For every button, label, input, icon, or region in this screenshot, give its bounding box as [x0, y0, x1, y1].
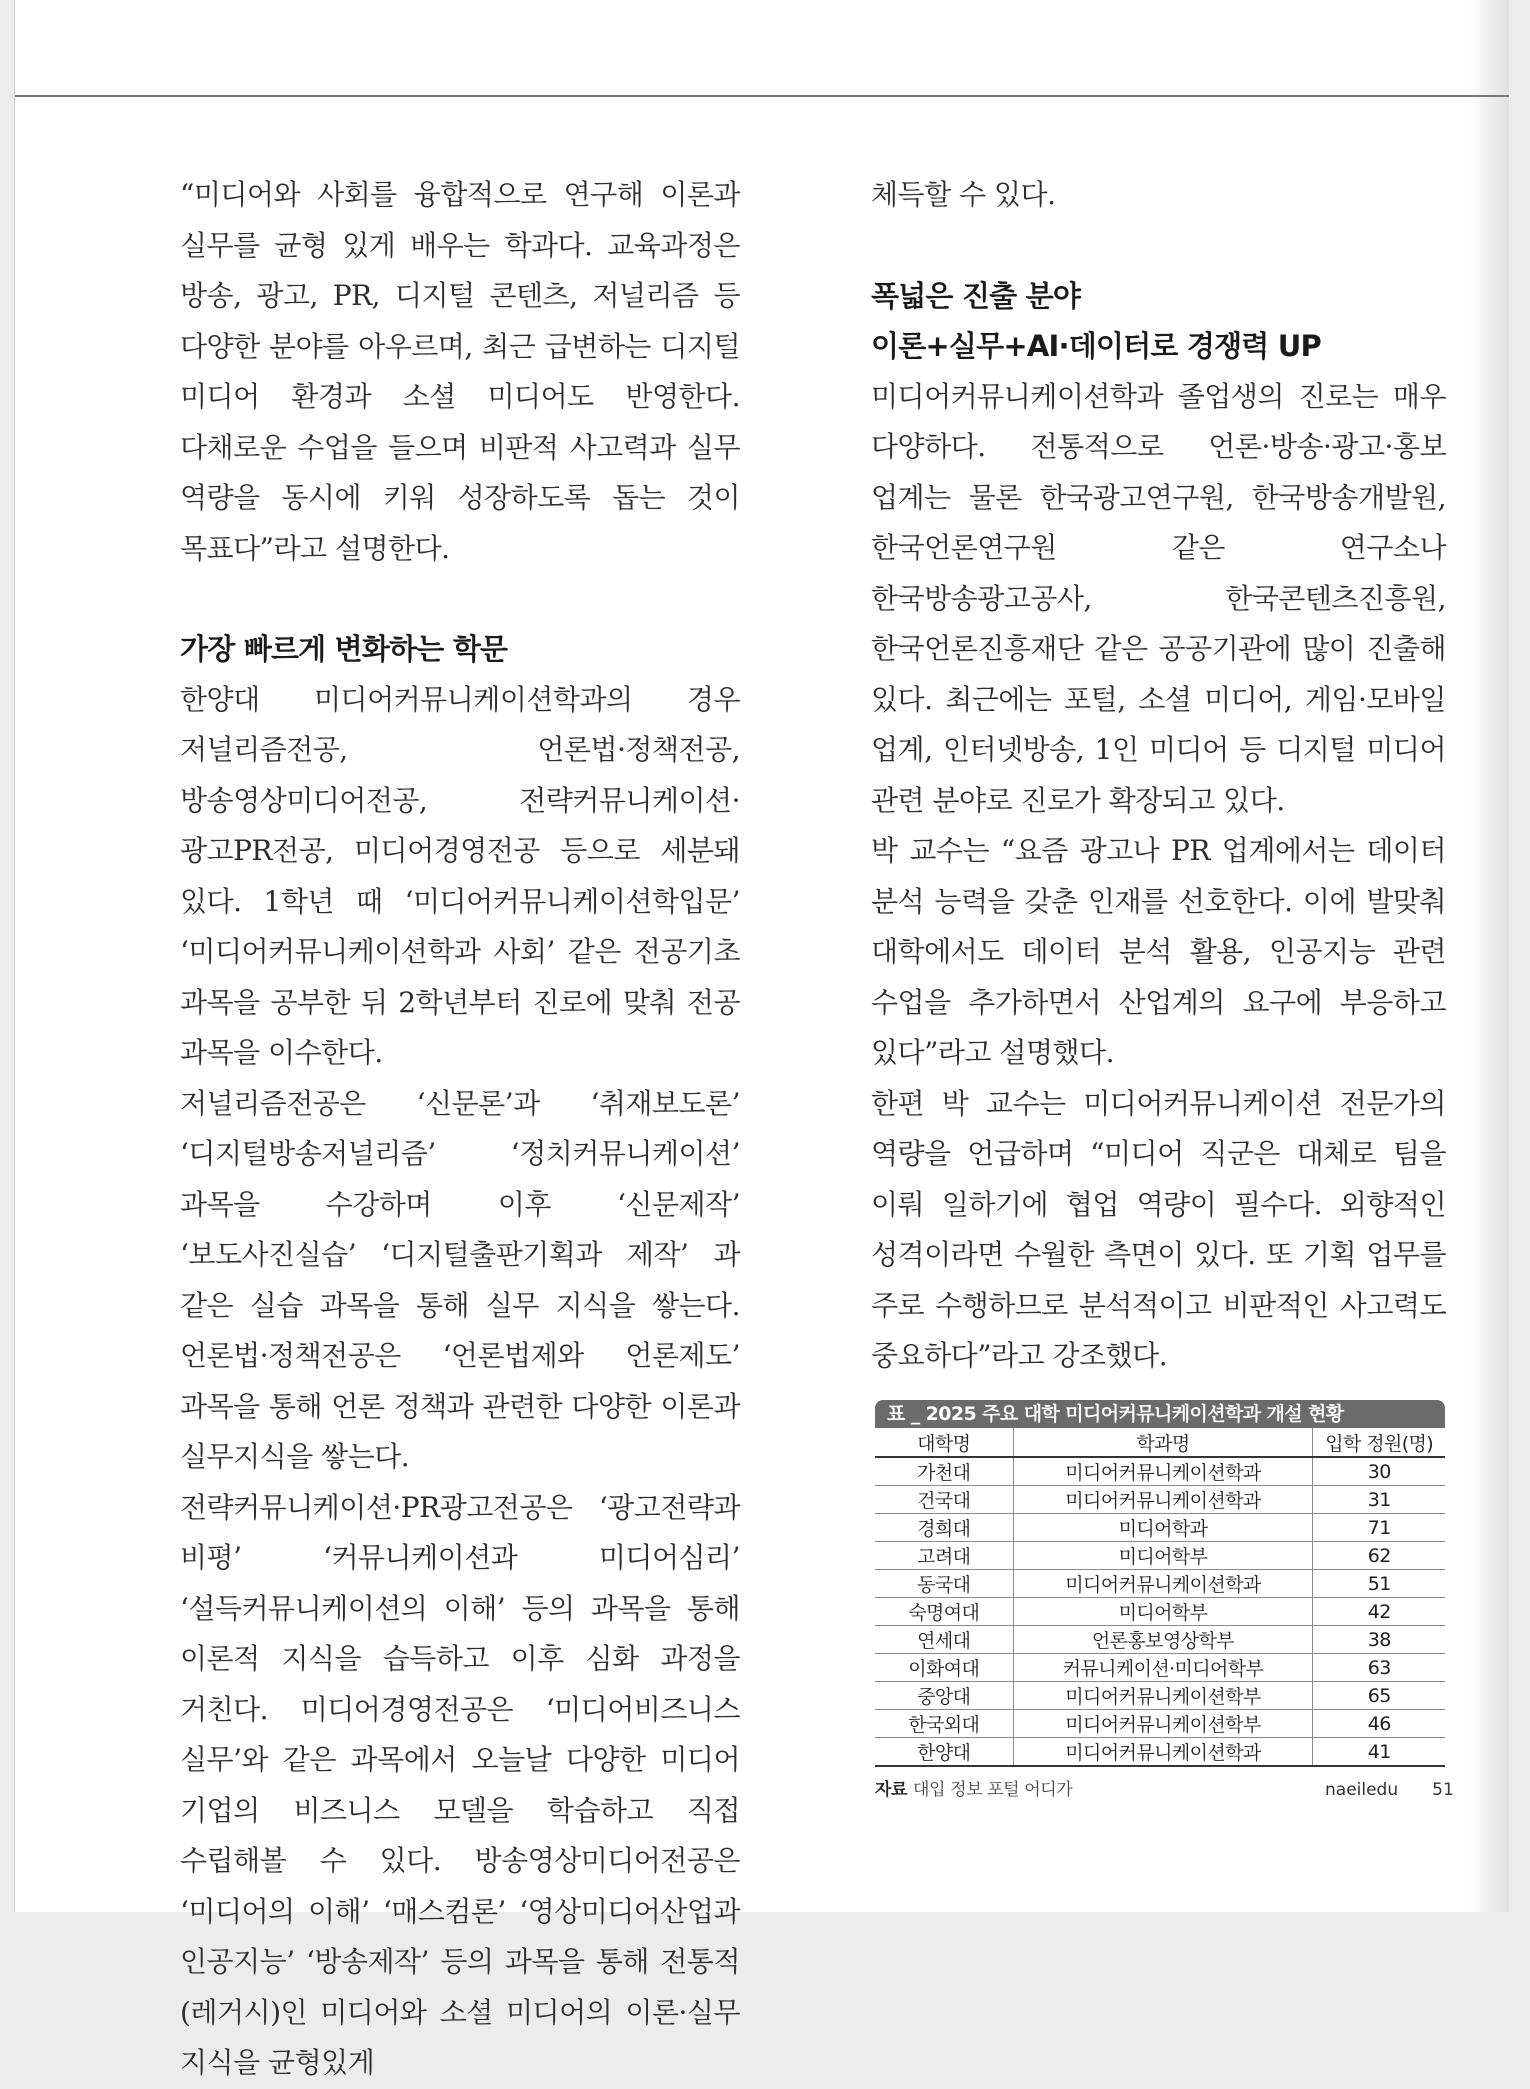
cell-university: 한양대 [875, 1738, 1013, 1767]
section-gap [180, 574, 740, 624]
table-row [875, 1570, 1445, 1598]
paragraph-intro-quote: “미디어와 사회를 융합적으로 연구해 이론과 실무를 균형 있게 배우는 학과다. 교육과정은 방송, 광고, PR, 디지털 콘텐츠, 저널리즘 등 다양한 분야를 아우르며, 최근 급변하는 디지털 미디어 환경과 소셜 미디어도 반영한다. 다채로운 수업을 들으며 비판적 사고력과 실무 역량을 동시에 키워 성장하도록 돕는 것이 목표다”라고 설명한다. [180, 178, 740, 565]
cell-quota: 65 [1313, 1682, 1445, 1710]
table-row [875, 1738, 1445, 1767]
cell-university: 한국외대 [875, 1710, 1013, 1738]
cell-university: 고려대 [875, 1542, 1013, 1570]
cell-university: 동국대 [875, 1570, 1013, 1598]
paragraph-hanyang-majors: 한양대 미디어커뮤니케이션학과의 경우 저널리즘전공, 언론법·정책전공, 방송영상미디어전공, 전략커뮤니케이션·광고PR전공, 미디어경영전공 등으로 세분돼 있다. 1학년 때 ‘미디어커뮤니케이션학입문’ ‘미디어커뮤니케이션학과 사회’ 같은 전공기초 과목을 공부한 뒤 2학년부터 진로에 맞춰 전공 과목을 이수한다. [180, 682, 740, 1069]
magazine-page [14, 0, 1509, 2079]
cell-quota: 31 [1313, 1486, 1445, 1514]
cell-university: 연세대 [875, 1626, 1013, 1654]
paragraph-professor-data-quote: 박 교수는 “요즘 광고나 PR 업계에서는 데이터 분석 능력을 갖춘 인재를 선호한다. 이에 발맞춰 대학에서도 데이터 분석 활용, 인공지능 관련 수업을 추가하면서 산업계의 요구에 부응하고 있다”라고 설명했다. [871, 834, 1446, 1069]
table-row [875, 1457, 1445, 1486]
cell-quota: 63 [1313, 1654, 1445, 1682]
header-university: 대학명 [875, 1428, 1013, 1457]
section-heading-fast-changing: 가장 빠르게 변화하는 학문 [180, 632, 508, 666]
table-header-row [875, 1428, 1445, 1457]
cell-department: 미디어커뮤니케이션학과 [1013, 1457, 1313, 1486]
cell-department: 미디어학과 [1013, 1514, 1313, 1542]
source-text: 대입 정보 포털 어디가 [913, 1780, 1073, 1800]
cell-department: 미디어학부 [1013, 1598, 1313, 1626]
cell-university: 이화여대 [875, 1654, 1013, 1682]
paragraph-career-paths: 미디어커뮤니케이션학과 졸업생의 진로는 매우 다양하다. 전통적으로 언론·방송·광고·홍보 업계는 물론 한국광고연구원, 한국방송개발원, 한국언론연구원 같은 연구소나 한국방송광고공사, 한국콘텐츠진흥원, 한국언론진흥재단 같은 공공기관에 많이 진출해 있다. 최근에는 포털, 소셜 미디어, 게임·모바일 업계, 인터넷방송, 1인 미디어 등 디지털 미디어 관련 분야로 진로가 확장되고 있다. [871, 379, 1446, 817]
section-heading-careers: 폭넓은 진출 분야 [871, 278, 1081, 313]
page-footer [1325, 1780, 1454, 1800]
cell-quota: 46 [1313, 1710, 1445, 1738]
paragraph-journalism-major: 저널리즘전공은 ‘신문론’과 ‘취재보도론’ ‘디지털방송저널리즘’ ‘정치커뮤니케이션’ 과목을 수강하며 이후 ‘신문제작’ ‘보도사진실습’ ‘디지털출판기획과 제작’ 과 같은 실습 과목을 통해 실무 지식을 쌓는다. 언론법·정책전공은 ‘언론법제와 언론제도’ 과목을 통해 언론 정책과 관련한 다양한 이론과 실무지식을 쌓는다. [180, 1086, 740, 1473]
cell-department: 언론홍보영상학부 [1013, 1626, 1313, 1654]
footer-brand: naeiledu [1325, 1780, 1399, 1800]
cell-department: 미디어커뮤니케이션학과 [1013, 1738, 1313, 1767]
header-quota: 입학 정원(명) [1313, 1428, 1445, 1457]
cell-university: 경희대 [875, 1514, 1013, 1542]
cell-quota: 71 [1313, 1514, 1445, 1542]
paragraph-continuation: 체득할 수 있다. [871, 178, 1056, 211]
paragraph-strategic-comm-major: 전략커뮤니케이션·PR광고전공은 ‘광고전략과 비평’ ‘커뮤니케이션과 미디어심리’ ‘설득커뮤니케이션의 이해’ 등의 과목을 통해 이론적 지식을 습득하고 이후 심화 과정을 거친다. 미디어경영전공은 ‘미디어비즈니스 실무’와 같은 과목에서 오늘날 다양한 미디어 기업의 비즈니스 모델을 학습하고 직접 수립해볼 수 있다. 방송영상미디어전공은 ‘미디어의 이해’ ‘매스컴론’ ‘영상미디어산업과 인공지능’ ‘방송제작’ 등의 과목을 통해 전통적(레거시)인 미디어와 소셜 미디어의 이론·실무 지식을 균형있게 [180, 1490, 740, 2079]
cell-university: 중앙대 [875, 1682, 1013, 1710]
cell-department: 미디어커뮤니케이션학과 [1013, 1570, 1313, 1598]
cell-department: 미디어학부 [1013, 1542, 1313, 1570]
page-number: 51 [1432, 1780, 1454, 1800]
cell-quota: 42 [1313, 1598, 1445, 1626]
cell-quota: 41 [1313, 1738, 1445, 1767]
data-table [875, 1428, 1445, 1767]
source-label: 자료 [875, 1780, 908, 1800]
cell-quota: 38 [1313, 1626, 1445, 1654]
table-row [875, 1654, 1445, 1682]
cell-department: 미디어커뮤니케이션학부 [1013, 1682, 1313, 1710]
cell-university: 건국대 [875, 1486, 1013, 1514]
paragraph-professor-collab-quote: 한편 박 교수는 미디어커뮤니케이션 전문가의 역량을 언급하며 “미디어 직군은 대체로 팀을 이뤄 일하기에 협업 역량이 필수다. 외향적인 성격이라면 수월한 측면이 있다. 또 기획 업무를 주로 수행하므로 분석적이고 비판적인 사고력도 중요하다”라고 강조했다. [871, 1086, 1446, 1372]
cell-department: 미디어커뮤니케이션학과 [1013, 1486, 1313, 1514]
table-row [875, 1514, 1445, 1542]
cell-department: 미디어커뮤니케이션학부 [1013, 1710, 1313, 1738]
cell-department: 커뮤니케이션·미디어학부 [1013, 1654, 1313, 1682]
cell-quota: 30 [1313, 1457, 1445, 1486]
cell-quota: 62 [1313, 1542, 1445, 1570]
table-row [875, 1598, 1445, 1626]
cell-university: 숙명여대 [875, 1598, 1013, 1626]
table-row [875, 1626, 1445, 1654]
header-department: 학과명 [1013, 1428, 1313, 1457]
right-column [871, 170, 1446, 1382]
section-subheading-competitiveness: 이론+실무+AI·데이터로 경쟁력 UP [871, 329, 1321, 363]
left-column [180, 170, 740, 2089]
section-gap [871, 221, 1446, 271]
table-caption: 표 _ 2025 주요 대학 미디어커뮤니케이션학과 개설 현황 [875, 1400, 1445, 1428]
header-rule [15, 95, 1509, 97]
table-row [875, 1682, 1445, 1710]
page-edge-shadow [1469, 0, 1509, 1912]
table-row [875, 1710, 1445, 1738]
cell-quota: 51 [1313, 1570, 1445, 1598]
cell-university: 가천대 [875, 1457, 1013, 1486]
department-table [875, 1400, 1445, 1800]
table-row [875, 1542, 1445, 1570]
table-row [875, 1486, 1445, 1514]
